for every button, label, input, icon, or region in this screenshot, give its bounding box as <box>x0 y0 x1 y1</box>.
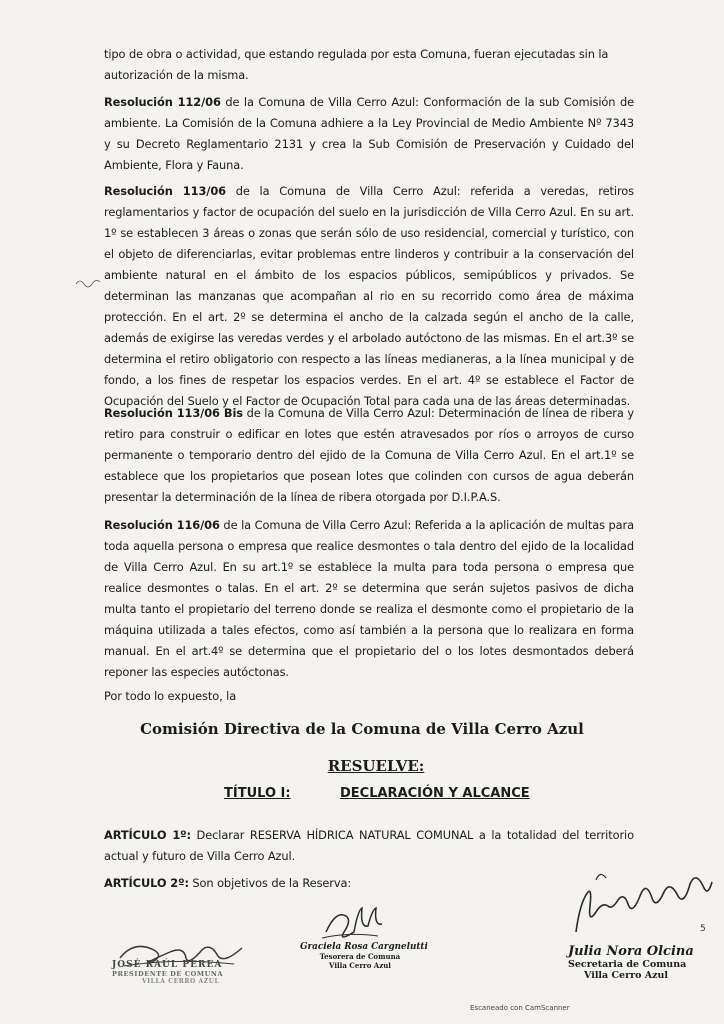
intro-paragraph <box>104 44 634 86</box>
por-todo-text: Por todo lo expuesto, la <box>104 689 237 703</box>
resolution-text: de la Comuna de Villa Cerro Azul: Referida a la aplicación de multas para toda aquella persona o empresa que realice desmontes o tala dentro del ejido de la localidad de Villa Cerro Azul. En su art.1º se establece la multa para toda persona o empresa que realice desmontes o talas. En el art. 2º se determina que serán sujetos pasivos de dicha multa tanto el propietario del terreno donde se realiza el desmonte como el propietario de la máquina utilizada a tales efectos, como así también a la persona que lo realizara en forma manual. En el art.4º se determina que el propietario del o los lotes desmontados deberá reponer las especies autóctonas. <box>104 518 635 679</box>
signature-right <box>568 944 718 981</box>
signer-role: PRESIDENTE DE COMUNA <box>112 970 224 978</box>
resolution-text: de la Comuna de Villa Cerro Azul: Conformación de la sub Comisión de ambiente. La Comisión de la Comuna adhiere a la Ley Provincial de Medio Ambiente Nº 7343 y su Decreto Reglamentario 2131 y crea la Sub Comisión de Preservación y Cuidado del Ambiente, Flora y Fauna. <box>104 95 634 172</box>
por-todo-line <box>104 686 634 707</box>
resolution-116 <box>104 515 634 683</box>
page-number: 5 <box>700 924 706 934</box>
resolution-ref: Resolución 116/06 <box>104 518 220 532</box>
titulo-name: DECLARACIÓN Y ALCANCE <box>340 786 530 801</box>
resolution-112 <box>104 92 634 176</box>
signature-center <box>300 942 428 970</box>
articulo-text: Declarar RESERVA HÍDRICA NATURAL COMUNAL a la totalidad del territorio actual y futuro de Villa Cerro Azul. <box>104 828 634 863</box>
signer-role: Secretaria de Comuna <box>568 959 687 970</box>
commission-heading: Comisión Directiva de la Comuna de Villa Cerro Azul <box>140 720 584 738</box>
signer-role: Tesorera de Comuna <box>319 952 401 961</box>
titulo-number: TÍTULO I: <box>224 786 291 801</box>
signature-left <box>112 960 252 985</box>
articulo-2 <box>104 873 634 894</box>
resolution-113-bis <box>104 403 634 508</box>
articulo-label: ARTÍCULO 1º: <box>104 828 191 842</box>
articulo-label: ARTÍCULO 2º: <box>104 876 189 890</box>
resuelve-heading: RESUELVE: <box>327 757 425 775</box>
resolution-text: de la Comuna de Villa Cerro Azul: referida a veredas, retiros reglamentarios y factor de ocupación del suelo en la jurisdicción de Villa Cerro Azul. En su art. 1º se establecen 3 áreas o zonas que serán sólo de uso residencial, comercial y turístico, con el objeto de diferenciarlas, evitar problemas entre linderos y contribuir a la conservación del ambiente natural en el ámbito de los espacios públicos, semipúblicos y privados. Se determinan las manzanas que acompañan al rio en su recorrido como área de máxima protección. En el art. 2º se determina el ancho de la calzada según el ancho de la calle, además de exigirse las veredas verdes y el arbolado autóctono de las mismas. En el art.3º se determina el retiro obligatorio con respecto a las líneas medianeras, a la línea municipal y de fondo, a los fines de respetar los espacios verdes. En el art. 4º se establece el Factor de Ocupación del Suelo y el Factor de Ocupación Total para cada una de las áreas determinadas. <box>104 184 634 408</box>
signer-locality: VILLA CERRO AZUL <box>142 978 220 985</box>
titulo-row <box>0 786 724 810</box>
resolution-113 <box>104 181 634 412</box>
resolution-ref: Resolución 112/06 <box>104 95 221 109</box>
intro-line-1: tipo de obra o actividad, que estando regulada por esta Comuna, fueran ejecutadas sin la <box>104 47 609 61</box>
articulo-text: Son objetivos de la Reserva: <box>188 876 352 890</box>
articulo-1 <box>104 825 634 867</box>
resolution-ref: Resolución 113/06 <box>104 184 226 198</box>
margin-scribble-mark <box>74 276 102 290</box>
signer-locality: Villa Cerro Azul <box>584 970 669 981</box>
scanner-watermark: Escaneado con CamScanner <box>470 1004 570 1012</box>
signer-name: JOSÉ RAÚL PEREA <box>112 960 223 970</box>
resolution-ref: Resolución 113/06 Bis <box>104 406 243 420</box>
intro-line-2: autorización de la misma. <box>104 68 249 82</box>
signer-name: Graciela Rosa Cargnelutti <box>300 942 428 952</box>
resolution-text: de la Comuna de Villa Cerro Azul: Determinación de línea de ribera y retiro para construir o edificar en lotes que estén atravesados por ríos o arroyos de curso permanente o temporario dentro del ejido de la Comuna de Villa Cerro Azul. En el art.1º se establece que los propietarios que posean lotes que colinden con cursos de agua deberán presentar la determinación de la línea de ribera otorgada por D.I.P.A.S. <box>104 406 634 504</box>
signer-name: Julia Nora Olcina <box>568 944 694 959</box>
signer-locality: Villa Cerro Azul <box>329 961 391 970</box>
handwritten-signature-right <box>566 862 716 942</box>
